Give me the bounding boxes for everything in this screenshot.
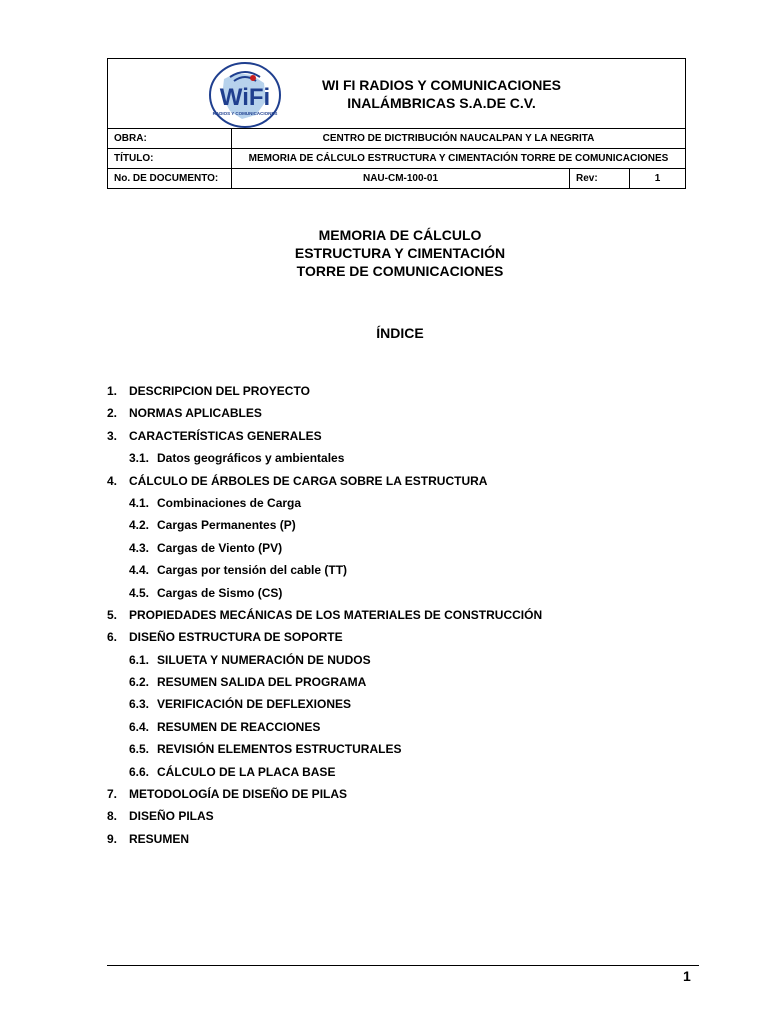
toc-item	[107, 653, 687, 675]
toc-item-number: 6.6.	[129, 764, 150, 779]
toc-item	[107, 384, 687, 406]
toc-item	[107, 809, 687, 831]
title-line-3: TORRE DE COMUNICACIONES	[296, 263, 504, 279]
logo-text: WiFi	[219, 84, 271, 111]
obra-value: CENTRO DE DICTRIBUCIÓN NAUCALPAN Y LA NEGRITA	[232, 129, 686, 149]
toc-item-number: 6.5.	[129, 742, 150, 757]
revision-label: Rev:	[570, 169, 630, 189]
toc-item-number: 6.4.	[129, 719, 150, 734]
title-line-1: MEMORIA DE CÁLCULO	[318, 227, 482, 243]
toc-item-label: DISEÑO ESTRUCTURA DE SOPORTE	[129, 630, 343, 645]
toc-item-number: 6.2.	[129, 675, 150, 690]
toc-item-number: 6.	[107, 630, 118, 645]
toc-item-number: 4.5.	[129, 585, 150, 600]
toc-item-label: Cargas de Viento (PV)	[157, 540, 283, 555]
toc-item-label: RESUMEN SALIDA DEL PROGRAMA	[157, 675, 367, 690]
toc-item-label: Datos geográficos y ambientales	[157, 451, 345, 466]
company-cell	[108, 59, 686, 129]
toc-item	[107, 675, 687, 697]
titulo-label: TÍTULO:	[108, 149, 232, 169]
toc-item	[107, 518, 687, 540]
toc-item-label: RESUMEN	[129, 831, 190, 846]
toc-item-number: 3.1.	[129, 451, 150, 466]
document-header-table	[107, 58, 686, 189]
toc-item	[107, 496, 687, 518]
toc-item-label: DESCRIPCION DEL PROYECTO	[129, 384, 310, 398]
toc-item	[107, 720, 687, 742]
toc-item-number: 2.	[107, 406, 118, 421]
page-number: 1	[683, 968, 691, 984]
index-heading: ÍNDICE	[376, 325, 424, 341]
titulo-value: MEMORIA DE CÁLCULO ESTRUCTURA Y CIMENTACIÓN TORRE DE COMUNICACIONES	[232, 149, 686, 169]
revision-value: 1	[630, 169, 686, 189]
footer-divider	[107, 965, 699, 966]
toc-item-number: 4.3.	[129, 540, 150, 555]
toc-item	[107, 474, 687, 496]
toc-item-label: NORMAS APLICABLES	[129, 406, 262, 421]
toc-item	[107, 406, 687, 428]
logo-subtext: RADIOS Y COMUNICACIONES	[212, 111, 278, 116]
toc-item-number: 4.1.	[129, 495, 150, 510]
obra-label: OBRA:	[108, 129, 232, 149]
toc-item	[107, 787, 687, 809]
toc-item-number: 4.2.	[129, 518, 150, 533]
toc-item-number: 6.3.	[129, 697, 150, 712]
toc-item-number: 4.4.	[129, 563, 150, 578]
toc-item-number: 8.	[107, 809, 118, 824]
toc-item	[107, 697, 687, 719]
toc-item	[107, 586, 687, 608]
toc-item-label: Cargas por tensión del cable (TT)	[157, 563, 348, 578]
document-number-label: No. DE DOCUMENTO:	[108, 169, 232, 189]
toc-item	[107, 541, 687, 563]
toc-item	[107, 832, 687, 854]
table-of-contents	[107, 384, 687, 854]
toc-item	[107, 608, 687, 630]
toc-item-label: Cargas Permanentes (P)	[157, 518, 296, 533]
toc-item	[107, 451, 687, 473]
toc-item-label: RESUMEN DE REACCIONES	[157, 719, 321, 734]
toc-item-label: METODOLOGÍA DE DISEÑO DE PILAS	[129, 787, 348, 802]
toc-item-number: 4.	[107, 473, 118, 488]
toc-item	[107, 630, 687, 652]
toc-item-label: CÁLCULO DE ÁRBOLES DE CARGA SOBRE LA ESTRUCTURA	[129, 473, 488, 488]
toc-item	[107, 765, 687, 787]
toc-item-label: DISEÑO PILAS	[129, 809, 214, 824]
toc-item	[107, 563, 687, 585]
toc-item-number: 9.	[107, 831, 118, 846]
toc-item-label: CARACTERÍSTICAS GENERALES	[129, 428, 322, 443]
title-line-2: ESTRUCTURA Y CIMENTACIÓN	[294, 245, 506, 261]
toc-item-label: Cargas de Sismo (CS)	[157, 585, 283, 600]
toc-item-number: 7.	[107, 787, 118, 802]
company-name-line1: WI FI RADIOS Y COMUNICACIONES	[321, 76, 562, 93]
wifi-logo-icon	[208, 61, 283, 129]
toc-item-label: PROPIEDADES MECÁNICAS DE LOS MATERIALES DE CONSTRUCCIÓN	[129, 607, 543, 622]
toc-item-label: CÁLCULO DE LA PLACA BASE	[157, 764, 336, 779]
toc-item-label: REVISIÓN ELEMENTOS ESTRUCTURALES	[157, 742, 402, 757]
toc-item-number: 1.	[107, 384, 118, 398]
toc-item-number: 6.1.	[129, 652, 150, 667]
toc-item-number: 5.	[107, 607, 118, 622]
toc-item-label: Combinaciones de Carga	[157, 495, 302, 510]
company-name-line2: INALÁMBRICAS S.A.DE C.V.	[347, 94, 536, 111]
toc-item-number: 3.	[107, 428, 118, 443]
document-title	[0, 226, 768, 280]
toc-item	[107, 742, 687, 764]
document-number-value: NAU-CM-100-01	[232, 169, 570, 189]
toc-item-label: VERIFICACIÓN DE DEFLEXIONES	[157, 697, 352, 712]
toc-item	[107, 429, 687, 451]
toc-item-label: SILUETA Y NUMERACIÓN DE NUDOS	[157, 652, 371, 667]
